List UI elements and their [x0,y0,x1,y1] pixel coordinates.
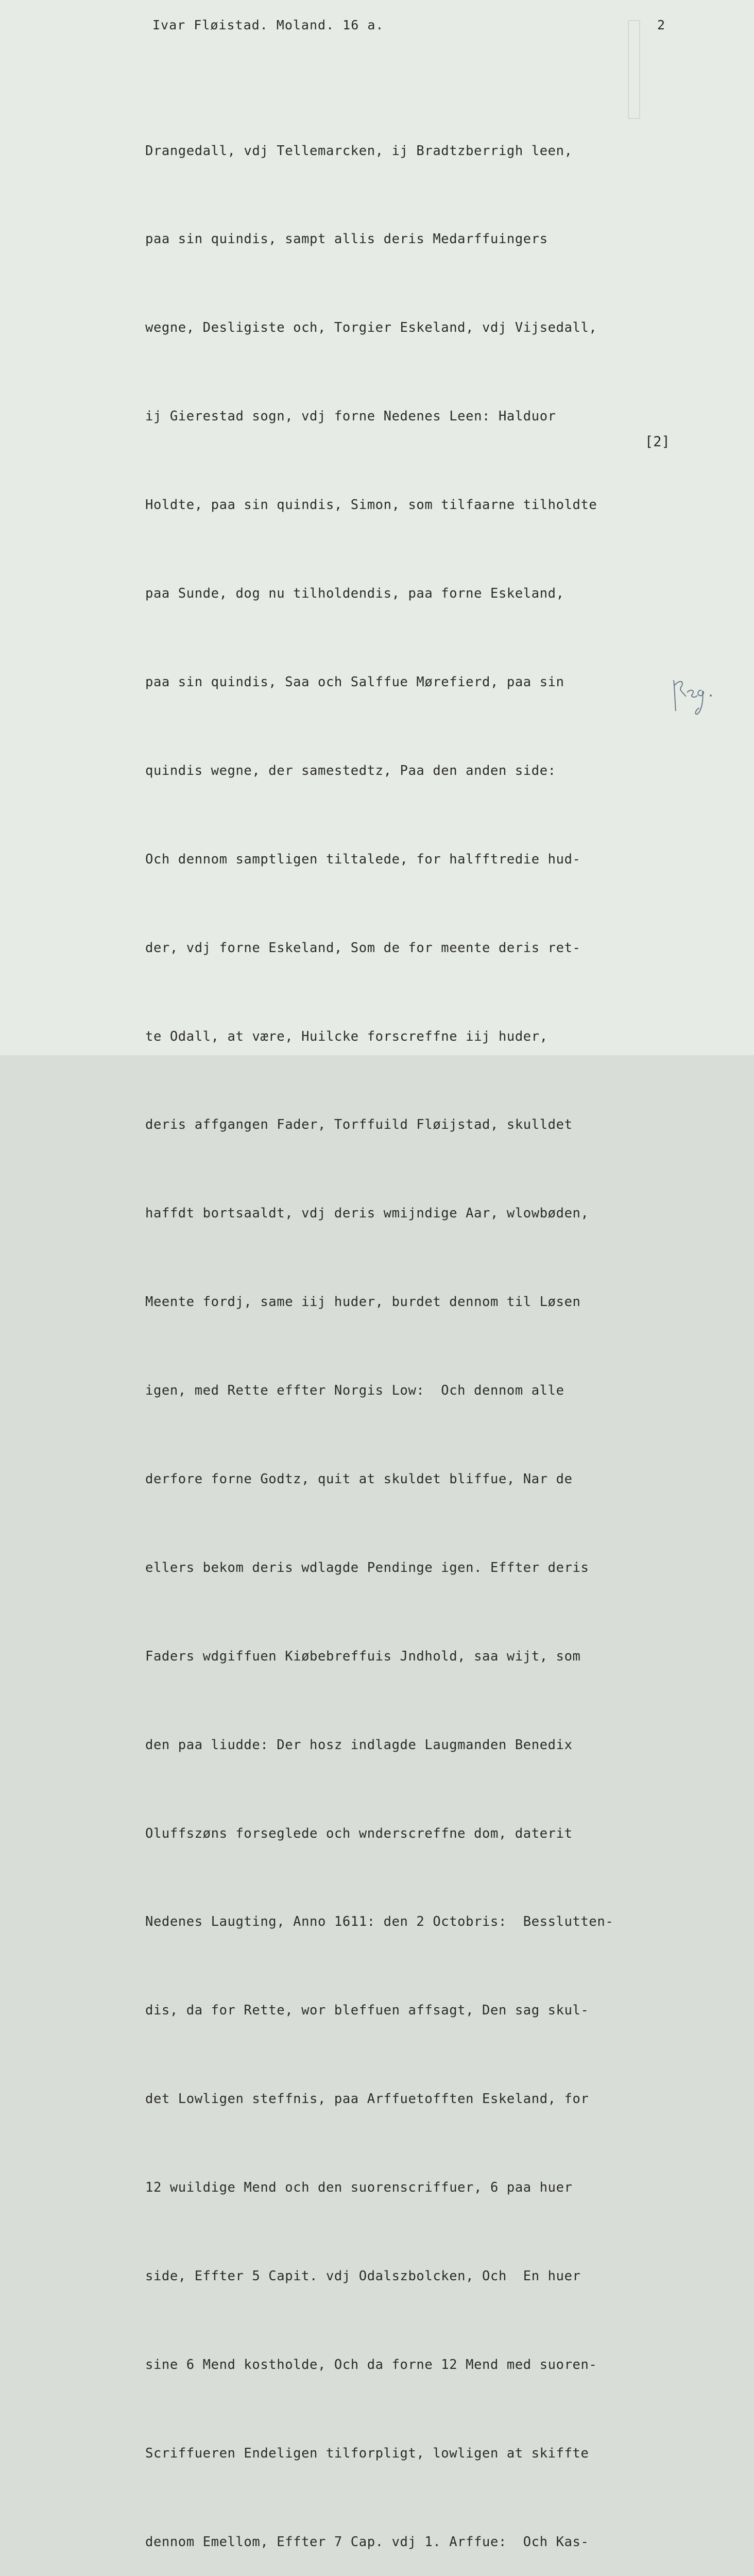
body-line: Oluffszøns forseglede och wnderscreffne dom, daterit [145,1825,573,1841]
handwritten-reg-note [670,670,721,721]
body-line: te Odall, at være, Huilcke forscreffne iij huder, [145,1028,548,1044]
body-line: Faders wdgiffuen Kiøbebreffuis Jndhold, saa wijt, som [145,1648,581,1664]
document-header: Ivar Fløistad. Moland. 16 a. [152,18,384,32]
body-line: der, vdj forne Eskeland, Som de for meente deris ret- [145,940,581,956]
body-line: paa sin quindis, Saa och Salffue Mørefierd, paa sin [145,674,564,690]
body-line: wegne, Desligiste och, Torgier Eskeland, vdj Vijsedall, [145,320,597,336]
body-line: paa sin quindis, sampt allis deris Medarffuingers [145,231,548,247]
body-line: haffdt bortsaaldt, vdj deris wmijndige Aar, wlowbøden, [145,1206,589,1222]
body-line: Drangedall, vdj Tellemarcken, ij Bradtzberrigh leen, [145,143,573,159]
body-line: 12 wuildige Mend och den suorenscriffuer, 6 paa huer [145,2180,573,2196]
body-line: Nedenes Laugting, Anno 1611: den 2 Octobris: Besslutten- [145,1914,614,1930]
body-line: paa Sunde, dog nu tilholdendis, paa forne Eskeland, [145,586,564,602]
body-line: side, Effter 5 Capit. vdj Odalszbolcken, Och En huer [145,2268,581,2284]
document-body [145,77,665,2576]
body-line: derfore forne Godtz, quit at skuldet bliffue, Nar de [145,1471,573,1487]
margin-reference: [2] [645,434,670,450]
body-line: ellers bekom deris wdlagde Pendinge igen. Effter deris [145,1560,589,1575]
page-number: 2 [657,18,665,32]
body-line: igen, med Rette effter Norgis Low: Och dennom alle [145,1383,564,1399]
body-line: dennom Emellom, Effter 7 Cap. vdj 1. Arffue: Och Kas- [145,2534,589,2550]
body-line: Scriffueren Endeligen tilforpligt, lowligen at skiffte [145,2445,589,2461]
body-line: quindis wegne, der samestedtz, Paa den anden side: [145,762,556,778]
body-line: ij Gierestad sogn, vdj forne Nedenes Leen: Halduor [145,409,556,425]
body-line: den paa liudde: Der hosz indlagde Laugmanden Benedix [145,1737,573,1753]
body-line: dis, da for Rette, wor bleffuen affsagt, Den sag skul- [145,2003,589,2019]
body-line: sine 6 Mend kostholde, Och da forne 12 Mend med suoren- [145,2357,597,2372]
body-line: Meente fordj, same iij huder, burdet dennom til Løsen [145,1294,581,1310]
body-line: deris affgangen Fader, Torffuild Fløijstad, skulldet [145,1117,573,1133]
body-line: det Lowligen steffnis, paa Arffuetofften Eskeland, for [145,2091,589,2107]
body-line: Och dennom samptligen tiltalede, for halfftredie hud- [145,851,581,867]
body-line: Holdte, paa sin quindis, Simon, som tilfaarne tilholdte [145,497,597,513]
